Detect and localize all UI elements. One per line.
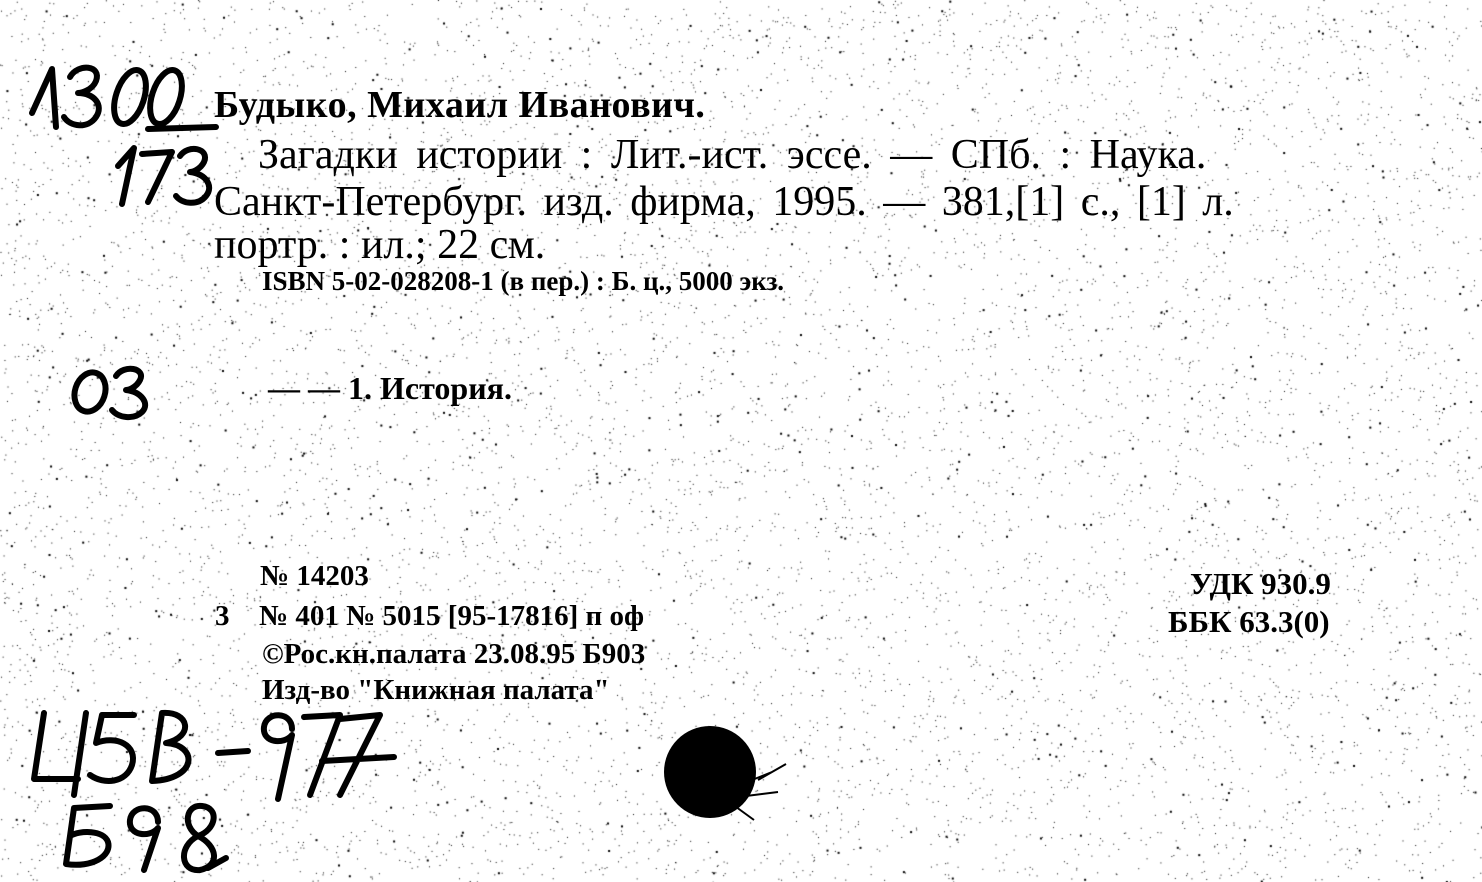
handwritten-code-03 bbox=[68, 360, 158, 420]
isbn-line: ISBN 5-02-028208-1 (в пер.) : Б. ц., 5000 экз. bbox=[262, 266, 784, 296]
udk-code: УДК 930.9 bbox=[1190, 566, 1331, 601]
author-heading: Будыко, Михаил Иванович. bbox=[214, 84, 706, 126]
title-line: Загадки истории : Лит.-ист. эссе. — СПб. : Наука. bbox=[258, 132, 1207, 178]
inventory-label: 3 bbox=[215, 600, 230, 632]
copyright-line: ©Рос.кн.палата 23.08.95 Б903 bbox=[262, 638, 646, 670]
inventory-row bbox=[215, 602, 644, 631]
physical-description: портр. : ил.; 22 см. bbox=[214, 222, 546, 268]
bbk-code: ББК 63.3(0) bbox=[1168, 604, 1330, 639]
inventory-line: № 401 № 5015 [95-17816] п оф bbox=[259, 600, 645, 632]
handwritten-shelfmark-173 bbox=[112, 140, 222, 210]
handwritten-shelfmark-1300 bbox=[18, 55, 218, 135]
imprint-line: Санкт-Петербург. изд. фирма, 1995. — 381,[1] с., [1] л. bbox=[214, 179, 1234, 225]
punched-hole bbox=[662, 724, 802, 834]
subject-heading: — — 1. История. bbox=[268, 370, 512, 406]
handwritten-inventory-code bbox=[22, 695, 402, 805]
handwritten-bottom-code bbox=[58, 792, 238, 876]
record-number: № 14203 bbox=[260, 560, 369, 592]
publisher-line: Изд-во "Книжная палата" bbox=[262, 674, 610, 706]
